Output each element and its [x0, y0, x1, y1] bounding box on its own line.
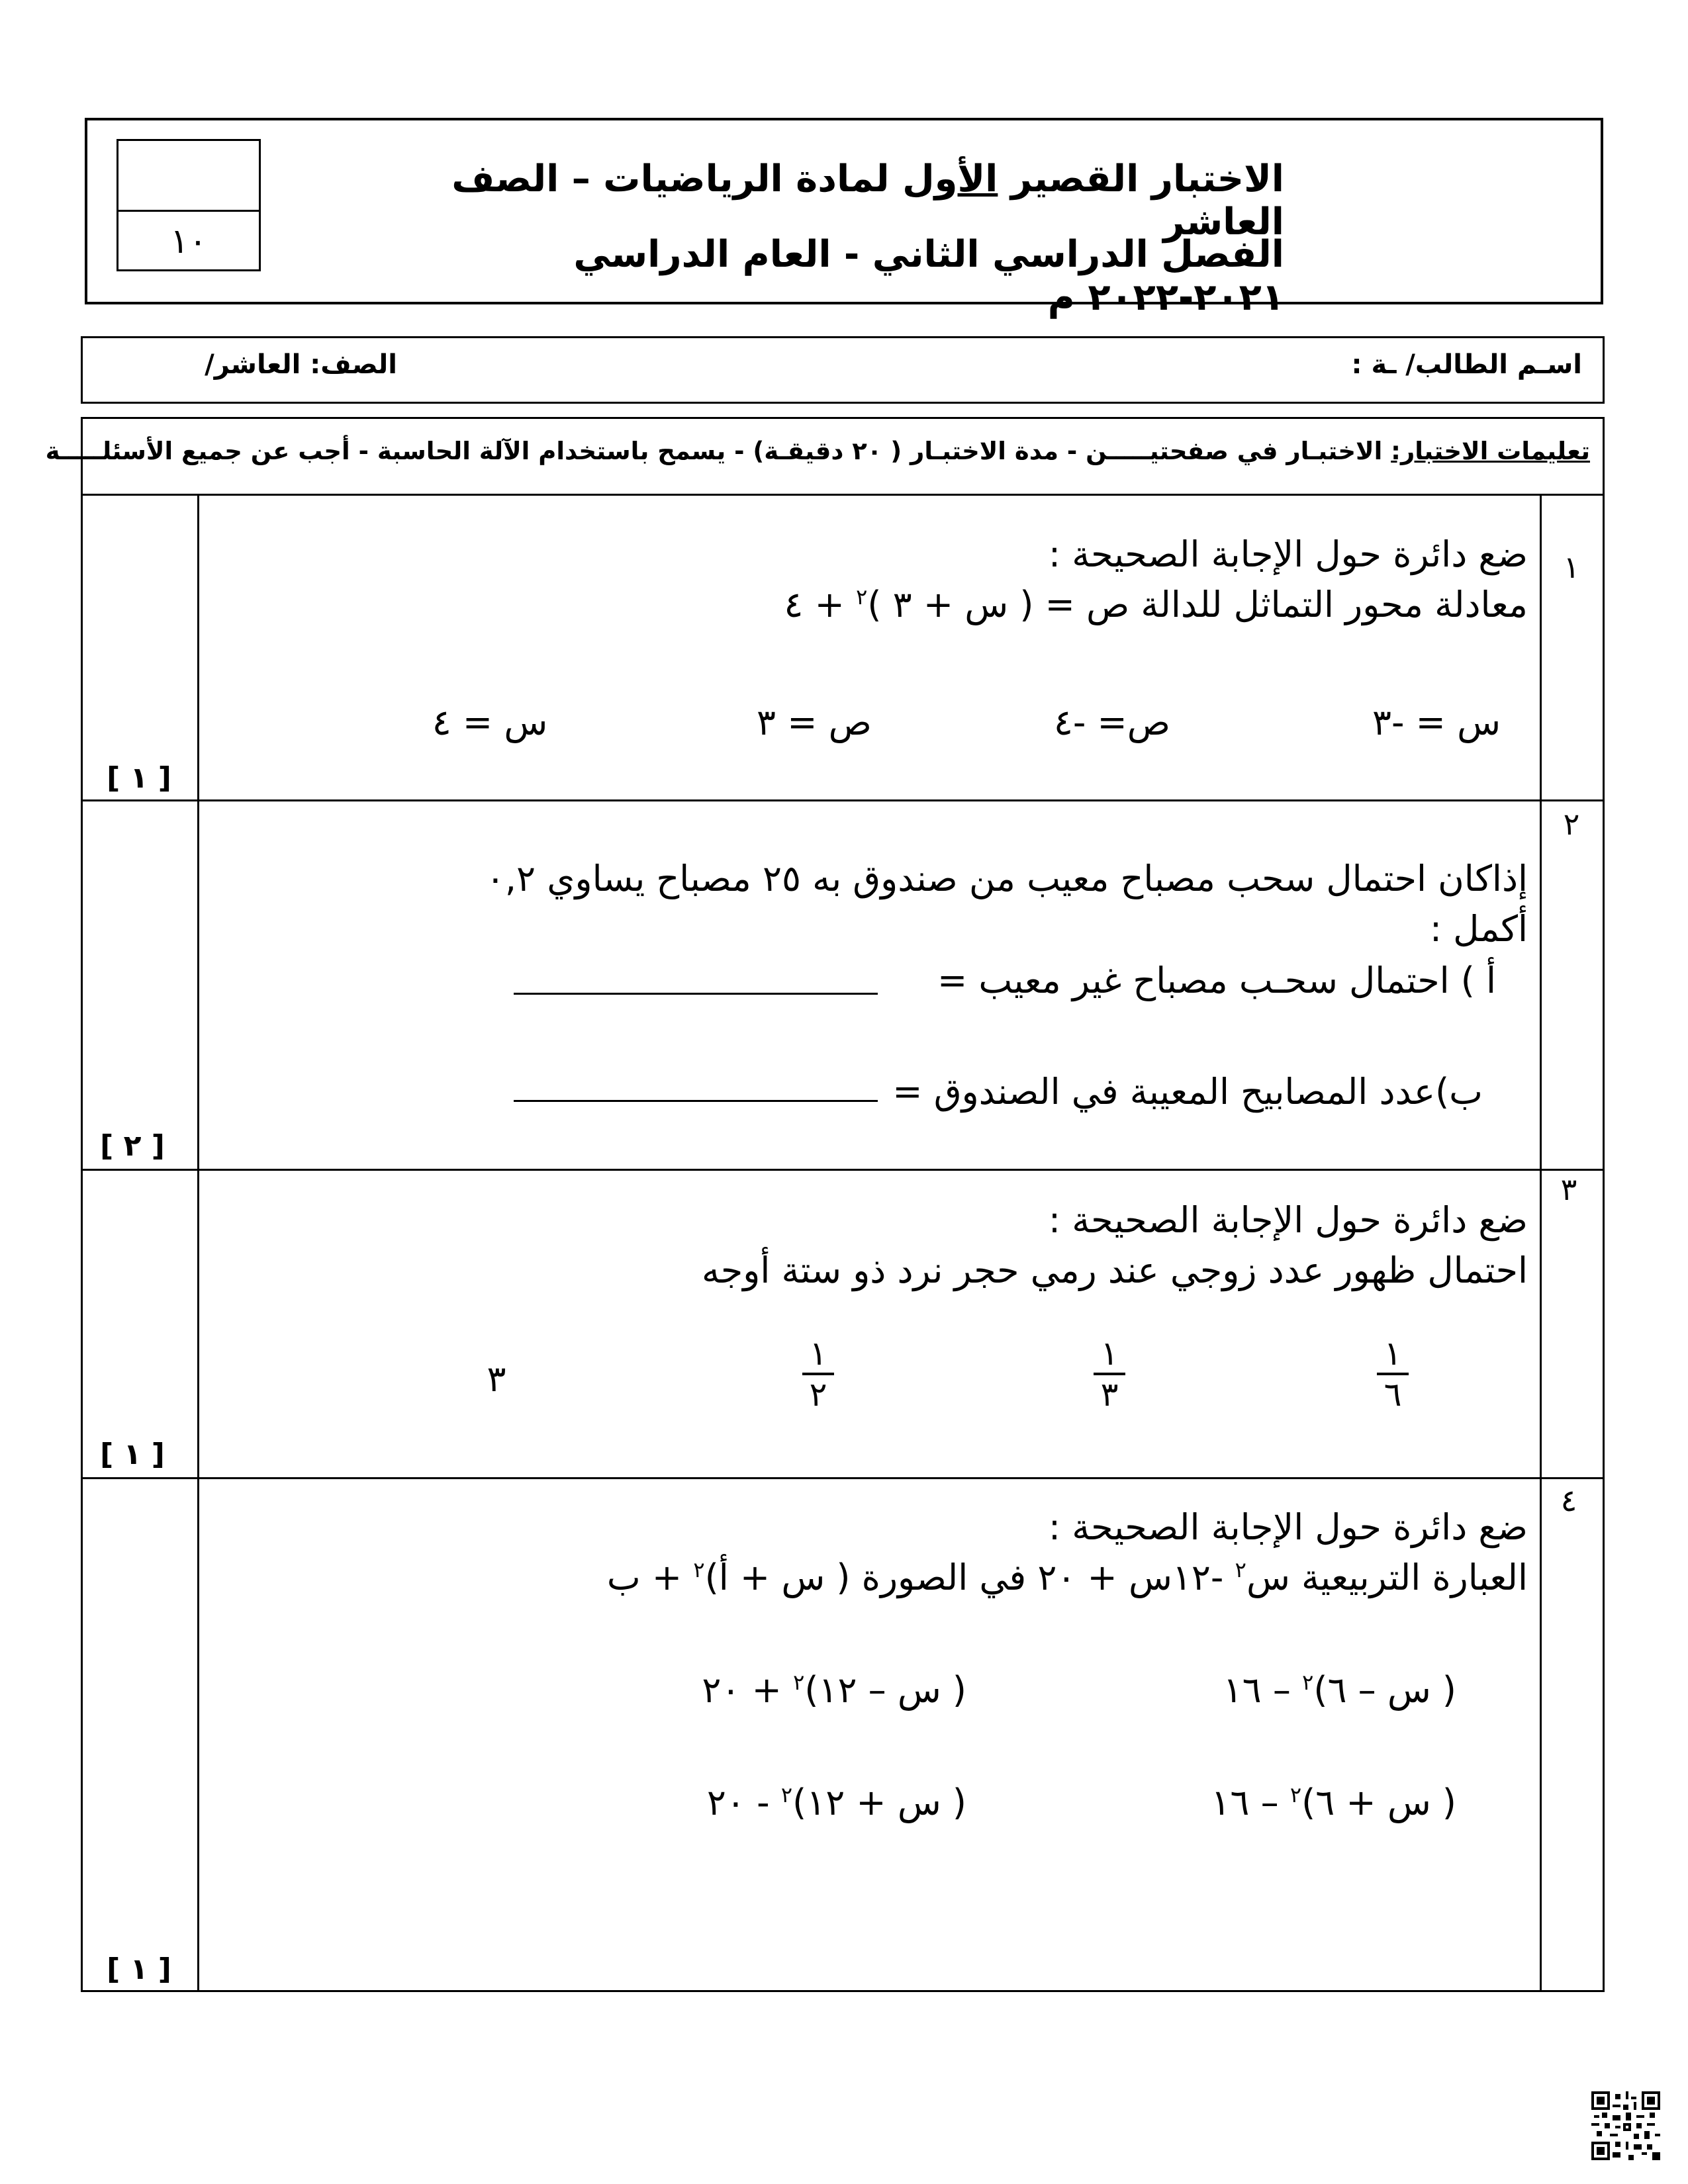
option[interactable] [802, 1334, 834, 1414]
option[interactable] [688, 1669, 966, 1711]
exponent: ٢ [780, 1782, 793, 1807]
statement-part: + ب [606, 1557, 694, 1598]
option-part: ( س – ٦) [1313, 1669, 1456, 1711]
statement-part: معادلة محور التماثل للدالة ص = ( س + ٣ ) [867, 584, 1528, 625]
question-number: ٤ [1560, 1482, 1577, 1518]
row-divider [81, 494, 1605, 496]
question-number: ١ [1563, 549, 1580, 585]
statement-part: + ٤ [784, 584, 857, 625]
title-part-2: لمادة الرياضيات – الصف العاشر [451, 158, 1284, 244]
complete-label: أكمل : [1429, 908, 1528, 950]
fraction [802, 1334, 834, 1414]
part-b-label: ب)عدد المصابيح المعيبة في الصندوق = [892, 1071, 1483, 1113]
option[interactable] [1178, 1669, 1456, 1711]
option[interactable]: س = -٣ [1372, 702, 1501, 743]
option-part: ( س + ٦) [1301, 1782, 1456, 1823]
question-mark: [ ١ ] [100, 1437, 165, 1471]
option[interactable]: س = ٤ [432, 702, 548, 743]
score-divider [118, 210, 259, 212]
option-part: - ٢٠ [706, 1782, 781, 1823]
option-part: ( س + ١٢) [792, 1782, 966, 1823]
numerator: ١ [1383, 1334, 1402, 1373]
row-divider [81, 1477, 1605, 1479]
question-prompt: ضع دائرة حول الإجابة الصحيحة : [1048, 1199, 1528, 1241]
option[interactable] [1377, 1334, 1409, 1414]
option[interactable] [1178, 1782, 1456, 1823]
option[interactable] [688, 1782, 966, 1823]
option[interactable]: ٣ [487, 1358, 506, 1400]
title-underlined: الأول [902, 158, 998, 201]
exponent: ٢ [1289, 1782, 1302, 1807]
option[interactable]: ص= -٤ [1053, 702, 1171, 743]
exponent: ٢ [793, 1670, 805, 1695]
option[interactable] [1094, 1334, 1125, 1414]
part-a-label: أ ) احتمال سحـب مصباح غير معيب = [937, 960, 1496, 1001]
denominator: ٣ [1100, 1375, 1119, 1414]
question-number: ٣ [1560, 1171, 1577, 1207]
question-prompt: ضع دائرة حول الإجابة الصحيحة : [1048, 533, 1528, 575]
question-mark: [ ١ ] [107, 761, 171, 795]
class-label: الصف: العاشر/ [205, 349, 397, 380]
question-statement: احتمال ظهور عدد زوجي عند رمي حجر نرد ذو ستة أوجه [701, 1250, 1528, 1291]
option-part: – ١٦ [1211, 1782, 1290, 1823]
exponent: ٢ [1302, 1670, 1314, 1695]
denominator: ٢ [809, 1375, 827, 1414]
score-total: ١٠ [170, 222, 207, 261]
question-mark: [ ٢ ] [100, 1129, 165, 1163]
denominator: ٦ [1383, 1375, 1402, 1414]
option-part: + ٢٠ [702, 1669, 794, 1711]
option-part: – ١٦ [1223, 1669, 1303, 1711]
quiz-subtitle: الفصل الدراسي الثاني - العام الدراسي ٢٠٢١-٢٠٢٢ م [573, 233, 1284, 319]
student-name-label: اسـم الطالب/ ـة : [1351, 349, 1582, 380]
question-prompt: ضع دائرة حول الإجابة الصحيحة : [1048, 1506, 1528, 1548]
option[interactable]: ص = ٣ [757, 702, 872, 743]
fraction [1377, 1334, 1409, 1414]
statement-part: -١٢س + ٢٠ في الصورة ( س + أ) [704, 1557, 1235, 1598]
exponent: ٢ [856, 584, 868, 610]
question-mark: [ ١ ] [107, 1952, 171, 1986]
instructions [45, 437, 1590, 465]
question-number: ٢ [1563, 806, 1580, 842]
quiz-title [450, 158, 1284, 244]
number-column-divider [1540, 494, 1542, 1992]
numerator: ١ [1100, 1334, 1119, 1373]
question-statement [463, 1557, 1528, 1598]
qr-code-icon [1591, 2091, 1660, 2160]
instructions-text: الاختبـار في صفحتيـــــن - مدة الاختبـار ( ٢٠ دقيقـة) - يسمح باستخدام الآلة الحاسبة - أجب عن جميع الأسئلـــــة [45, 437, 1391, 465]
statement-part: العبارة التربيعية س [1246, 1557, 1528, 1598]
row-divider [81, 799, 1605, 801]
fraction [1094, 1334, 1125, 1414]
question-statement [463, 584, 1528, 625]
exponent: ٢ [693, 1557, 705, 1582]
option-part: ( س – ١٢) [804, 1669, 966, 1711]
instructions-label: تعليمات الاختبار: [1391, 437, 1590, 465]
title-part-1: الاختبار القصير [998, 158, 1284, 201]
mark-column-divider [197, 494, 199, 1992]
row-divider [81, 1169, 1605, 1171]
answer-blank[interactable] [514, 1100, 878, 1102]
exponent: ٢ [1235, 1557, 1246, 1582]
score-box [117, 139, 261, 271]
answer-blank[interactable] [514, 993, 878, 995]
numerator: ١ [809, 1334, 827, 1373]
question-statement: إذاكان احتمال سحب مصباح معيب من صندوق به ٢٥ مصباح يساوي ٠,٢ [485, 858, 1528, 899]
